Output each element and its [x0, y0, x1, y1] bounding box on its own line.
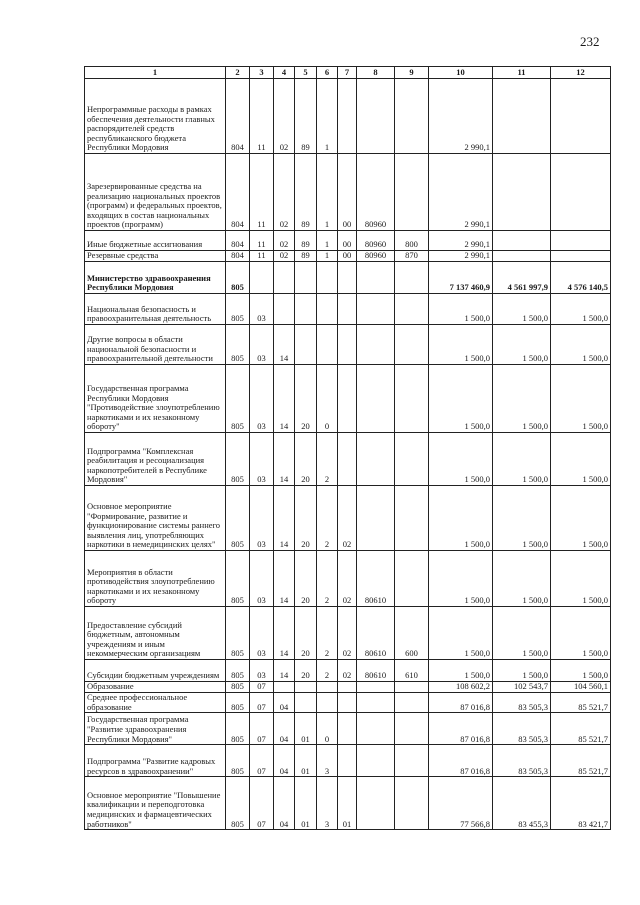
expense-type-code	[395, 693, 429, 713]
admin-code: 804	[226, 154, 250, 231]
direction-code	[357, 262, 395, 294]
section-code: 07	[250, 713, 274, 745]
column-header: 7	[338, 67, 357, 79]
event-code	[338, 262, 357, 294]
expense-type-code	[395, 745, 429, 777]
column-header: 8	[357, 67, 395, 79]
table-row	[85, 251, 611, 262]
amount-2021: 83 505,3	[493, 693, 551, 713]
event-code	[338, 294, 357, 325]
section-code: 07	[250, 745, 274, 777]
table-row	[85, 262, 611, 294]
program-code	[295, 693, 317, 713]
row-description: Государственная программа Республики Мордовия "Противодействие злоупотреблению наркотиками и их незаконному обороту"	[85, 365, 226, 433]
amount-2020: 1 500,0	[429, 607, 493, 660]
row-description: Предоставление субсидий бюджетным, автономным учреждениям и иным некоммерческим организациям	[85, 607, 226, 660]
column-header: 1	[85, 67, 226, 79]
subprogram-code: 1	[317, 251, 338, 262]
subsection-code: 14	[274, 660, 295, 682]
amount-2022: 85 521,7	[551, 713, 611, 745]
direction-code	[357, 433, 395, 486]
expense-type-code	[395, 486, 429, 551]
amount-2021: 1 500,0	[493, 551, 551, 607]
amount-2020: 2 990,1	[429, 251, 493, 262]
event-code	[338, 433, 357, 486]
subsection-code: 04	[274, 693, 295, 713]
event-code: 00	[338, 154, 357, 231]
subsection-code: 14	[274, 551, 295, 607]
program-code: 01	[295, 745, 317, 777]
program-code: 20	[295, 365, 317, 433]
subsection-code	[274, 682, 295, 693]
amount-2020: 1 500,0	[429, 294, 493, 325]
amount-2020: 108 602,2	[429, 682, 493, 693]
amount-2021: 1 500,0	[493, 607, 551, 660]
section-code: 07	[250, 693, 274, 713]
program-code: 01	[295, 713, 317, 745]
direction-code: 80610	[357, 551, 395, 607]
program-code: 89	[295, 251, 317, 262]
expense-type-code: 610	[395, 660, 429, 682]
amount-2020: 1 500,0	[429, 365, 493, 433]
amount-2021: 83 505,3	[493, 713, 551, 745]
row-description: Непрограммные расходы в рамках обеспечения деятельности главных распорядителей средств республиканского бюджета Республики Мордовия	[85, 79, 226, 154]
expense-type-code	[395, 262, 429, 294]
subprogram-code: 3	[317, 745, 338, 777]
amount-2022: 1 500,0	[551, 486, 611, 551]
section-code: 07	[250, 682, 274, 693]
amount-2020: 2 990,1	[429, 231, 493, 251]
expense-type-code: 600	[395, 607, 429, 660]
amount-2022	[551, 231, 611, 251]
section-code: 11	[250, 154, 274, 231]
subsection-code: 04	[274, 745, 295, 777]
subprogram-code	[317, 682, 338, 693]
amount-2022: 85 521,7	[551, 745, 611, 777]
row-description: Основное мероприятие "Повышение квалификации и переподготовка медицинских и фармацевтических работников"	[85, 777, 226, 830]
amount-2021: 4 561 997,9	[493, 262, 551, 294]
row-description: Государственная программа "Развитие здравоохранения Республики Мордовия"	[85, 713, 226, 745]
expense-type-code	[395, 433, 429, 486]
amount-2020: 1 500,0	[429, 433, 493, 486]
column-header: 4	[274, 67, 295, 79]
subprogram-code: 0	[317, 713, 338, 745]
table-row	[85, 682, 611, 693]
subsection-code: 04	[274, 777, 295, 830]
amount-2021	[493, 231, 551, 251]
program-code: 89	[295, 79, 317, 154]
column-header: 2	[226, 67, 250, 79]
row-description: Образование	[85, 682, 226, 693]
amount-2021: 1 500,0	[493, 660, 551, 682]
row-description: Подпрограмма "Комплексная реабилитация и ресоциализация наркопотребителей в Республике Мордовия"	[85, 433, 226, 486]
event-code: 00	[338, 231, 357, 251]
subsection-code	[274, 294, 295, 325]
event-code: 00	[338, 251, 357, 262]
direction-code: 80960	[357, 231, 395, 251]
amount-2022: 1 500,0	[551, 294, 611, 325]
amount-2022: 1 500,0	[551, 325, 611, 365]
row-description: Подпрограмма "Развитие кадровых ресурсов в здравоохранении"	[85, 745, 226, 777]
program-code	[295, 294, 317, 325]
amount-2021: 1 500,0	[493, 294, 551, 325]
section-code: 11	[250, 231, 274, 251]
amount-2021	[493, 154, 551, 231]
direction-code	[357, 713, 395, 745]
admin-code: 804	[226, 231, 250, 251]
row-description: Иные бюджетные ассигнования	[85, 231, 226, 251]
admin-code: 805	[226, 551, 250, 607]
section-code: 03	[250, 325, 274, 365]
amount-2022: 1 500,0	[551, 551, 611, 607]
table-row	[85, 551, 611, 607]
admin-code: 805	[226, 294, 250, 325]
amount-2020: 87 016,8	[429, 745, 493, 777]
amount-2022	[551, 251, 611, 262]
admin-code: 805	[226, 325, 250, 365]
amount-2021: 83 505,3	[493, 745, 551, 777]
expense-type-code	[395, 154, 429, 231]
direction-code	[357, 777, 395, 830]
program-code	[295, 325, 317, 365]
row-description: Зарезервированные средства на реализацию национальных проектов (программ) и федеральных проектов, входящих в состав национальных проектов (программ)	[85, 154, 226, 231]
direction-code	[357, 486, 395, 551]
section-code	[250, 262, 274, 294]
expense-type-code	[395, 79, 429, 154]
expense-type-code	[395, 294, 429, 325]
amount-2022	[551, 79, 611, 154]
event-code	[338, 325, 357, 365]
direction-code	[357, 365, 395, 433]
row-description: Национальная безопасность и правоохранительная деятельность	[85, 294, 226, 325]
column-header: 9	[395, 67, 429, 79]
admin-code: 805	[226, 607, 250, 660]
expense-type-code	[395, 551, 429, 607]
subsection-code	[274, 262, 295, 294]
admin-code: 805	[226, 777, 250, 830]
direction-code: 80960	[357, 251, 395, 262]
column-header: 6	[317, 67, 338, 79]
amount-2021: 83 455,3	[493, 777, 551, 830]
expense-type-code	[395, 682, 429, 693]
subprogram-code: 1	[317, 154, 338, 231]
budget-table	[84, 66, 611, 830]
direction-code	[357, 294, 395, 325]
row-description: Другие вопросы в области национальной безопасности и правоохранительной деятельности	[85, 325, 226, 365]
subsection-code: 02	[274, 231, 295, 251]
subsection-code: 14	[274, 486, 295, 551]
section-code: 11	[250, 251, 274, 262]
event-code	[338, 693, 357, 713]
table-row	[85, 745, 611, 777]
admin-code: 804	[226, 251, 250, 262]
expense-type-code	[395, 777, 429, 830]
column-header: 11	[493, 67, 551, 79]
amount-2020: 87 016,8	[429, 693, 493, 713]
section-code: 03	[250, 365, 274, 433]
subprogram-code	[317, 693, 338, 713]
section-code: 03	[250, 660, 274, 682]
amount-2021: 1 500,0	[493, 325, 551, 365]
section-code: 07	[250, 777, 274, 830]
event-code: 02	[338, 607, 357, 660]
subprogram-code: 2	[317, 486, 338, 551]
column-header: 12	[551, 67, 611, 79]
program-code: 20	[295, 551, 317, 607]
table-row	[85, 294, 611, 325]
row-description: Субсидии бюджетным учреждениям	[85, 660, 226, 682]
subprogram-code: 3	[317, 777, 338, 830]
direction-code	[357, 745, 395, 777]
amount-2020: 1 500,0	[429, 660, 493, 682]
subprogram-code: 0	[317, 365, 338, 433]
amount-2022: 4 576 140,5	[551, 262, 611, 294]
subsection-code: 14	[274, 607, 295, 660]
admin-code: 805	[226, 713, 250, 745]
amount-2022	[551, 154, 611, 231]
amount-2022: 83 421,7	[551, 777, 611, 830]
program-code: 01	[295, 777, 317, 830]
table-row	[85, 365, 611, 433]
subsection-code: 14	[274, 325, 295, 365]
table-row	[85, 660, 611, 682]
page-number: 232	[580, 34, 600, 49]
row-description: Мероприятия в области противодействия злоупотреблению наркотиками и их незаконному обороту	[85, 551, 226, 607]
admin-code: 805	[226, 486, 250, 551]
row-description: Среднее профессиональное образование	[85, 693, 226, 713]
row-description: Основное мероприятие "Формирование, развитие и функционирование системы раннего выявления лиц, употребляющих наркотики в немедицинских целях"	[85, 486, 226, 551]
section-code: 03	[250, 486, 274, 551]
amount-2020: 77 566,8	[429, 777, 493, 830]
table-row	[85, 325, 611, 365]
subsection-code: 02	[274, 79, 295, 154]
table-body	[85, 79, 611, 830]
admin-code: 805	[226, 682, 250, 693]
subprogram-code	[317, 294, 338, 325]
table-row	[85, 693, 611, 713]
subprogram-code: 2	[317, 607, 338, 660]
direction-code	[357, 325, 395, 365]
section-code: 11	[250, 79, 274, 154]
program-code: 20	[295, 660, 317, 682]
event-code	[338, 79, 357, 154]
expense-type-code: 870	[395, 251, 429, 262]
column-header: 5	[295, 67, 317, 79]
amount-2022: 85 521,7	[551, 693, 611, 713]
direction-code: 80960	[357, 154, 395, 231]
amount-2022: 104 560,1	[551, 682, 611, 693]
program-code	[295, 682, 317, 693]
amount-2021: 102 543,7	[493, 682, 551, 693]
subsection-code: 14	[274, 433, 295, 486]
table-row	[85, 713, 611, 745]
direction-code: 80610	[357, 660, 395, 682]
table-row	[85, 433, 611, 486]
event-code: 02	[338, 660, 357, 682]
amount-2022: 1 500,0	[551, 607, 611, 660]
program-code: 20	[295, 486, 317, 551]
amount-2022: 1 500,0	[551, 365, 611, 433]
expense-type-code	[395, 325, 429, 365]
amount-2021: 1 500,0	[493, 486, 551, 551]
admin-code: 805	[226, 660, 250, 682]
event-code	[338, 745, 357, 777]
column-header: 3	[250, 67, 274, 79]
amount-2020: 87 016,8	[429, 713, 493, 745]
row-description: Министерство здравоохранения Республики Мордовия	[85, 262, 226, 294]
admin-code: 805	[226, 745, 250, 777]
event-code: 01	[338, 777, 357, 830]
direction-code	[357, 693, 395, 713]
section-code: 03	[250, 294, 274, 325]
amount-2020: 2 990,1	[429, 154, 493, 231]
table-row	[85, 79, 611, 154]
direction-code	[357, 79, 395, 154]
subsection-code: 02	[274, 251, 295, 262]
program-code: 20	[295, 433, 317, 486]
row-description: Резервные средства	[85, 251, 226, 262]
subprogram-code: 1	[317, 79, 338, 154]
program-code	[295, 262, 317, 294]
program-code: 89	[295, 231, 317, 251]
event-code	[338, 365, 357, 433]
table-row	[85, 777, 611, 830]
amount-2021: 1 500,0	[493, 365, 551, 433]
event-code	[338, 713, 357, 745]
direction-code	[357, 682, 395, 693]
amount-2021: 1 500,0	[493, 433, 551, 486]
subsection-code: 04	[274, 713, 295, 745]
admin-code: 804	[226, 79, 250, 154]
table-row	[85, 607, 611, 660]
expense-type-code	[395, 365, 429, 433]
subsection-code: 02	[274, 154, 295, 231]
subprogram-code: 1	[317, 231, 338, 251]
amount-2021	[493, 251, 551, 262]
subprogram-code: 2	[317, 433, 338, 486]
column-header: 10	[429, 67, 493, 79]
event-code	[338, 682, 357, 693]
section-code: 03	[250, 551, 274, 607]
amount-2020: 2 990,1	[429, 79, 493, 154]
expense-type-code: 800	[395, 231, 429, 251]
subsection-code: 14	[274, 365, 295, 433]
subprogram-code	[317, 325, 338, 365]
event-code: 02	[338, 486, 357, 551]
header-row	[85, 67, 611, 79]
event-code: 02	[338, 551, 357, 607]
direction-code: 80610	[357, 607, 395, 660]
amount-2022: 1 500,0	[551, 660, 611, 682]
section-code: 03	[250, 607, 274, 660]
subprogram-code	[317, 262, 338, 294]
table-row	[85, 231, 611, 251]
subprogram-code: 2	[317, 551, 338, 607]
amount-2022: 1 500,0	[551, 433, 611, 486]
amount-2020: 1 500,0	[429, 551, 493, 607]
program-code: 20	[295, 607, 317, 660]
table-row	[85, 486, 611, 551]
admin-code: 805	[226, 365, 250, 433]
amount-2021	[493, 79, 551, 154]
admin-code: 805	[226, 433, 250, 486]
admin-code: 805	[226, 693, 250, 713]
program-code: 89	[295, 154, 317, 231]
amount-2020: 7 137 460,9	[429, 262, 493, 294]
expense-type-code	[395, 713, 429, 745]
table-row	[85, 154, 611, 231]
section-code: 03	[250, 433, 274, 486]
subprogram-code: 2	[317, 660, 338, 682]
amount-2020: 1 500,0	[429, 486, 493, 551]
amount-2020: 1 500,0	[429, 325, 493, 365]
admin-code: 805	[226, 262, 250, 294]
